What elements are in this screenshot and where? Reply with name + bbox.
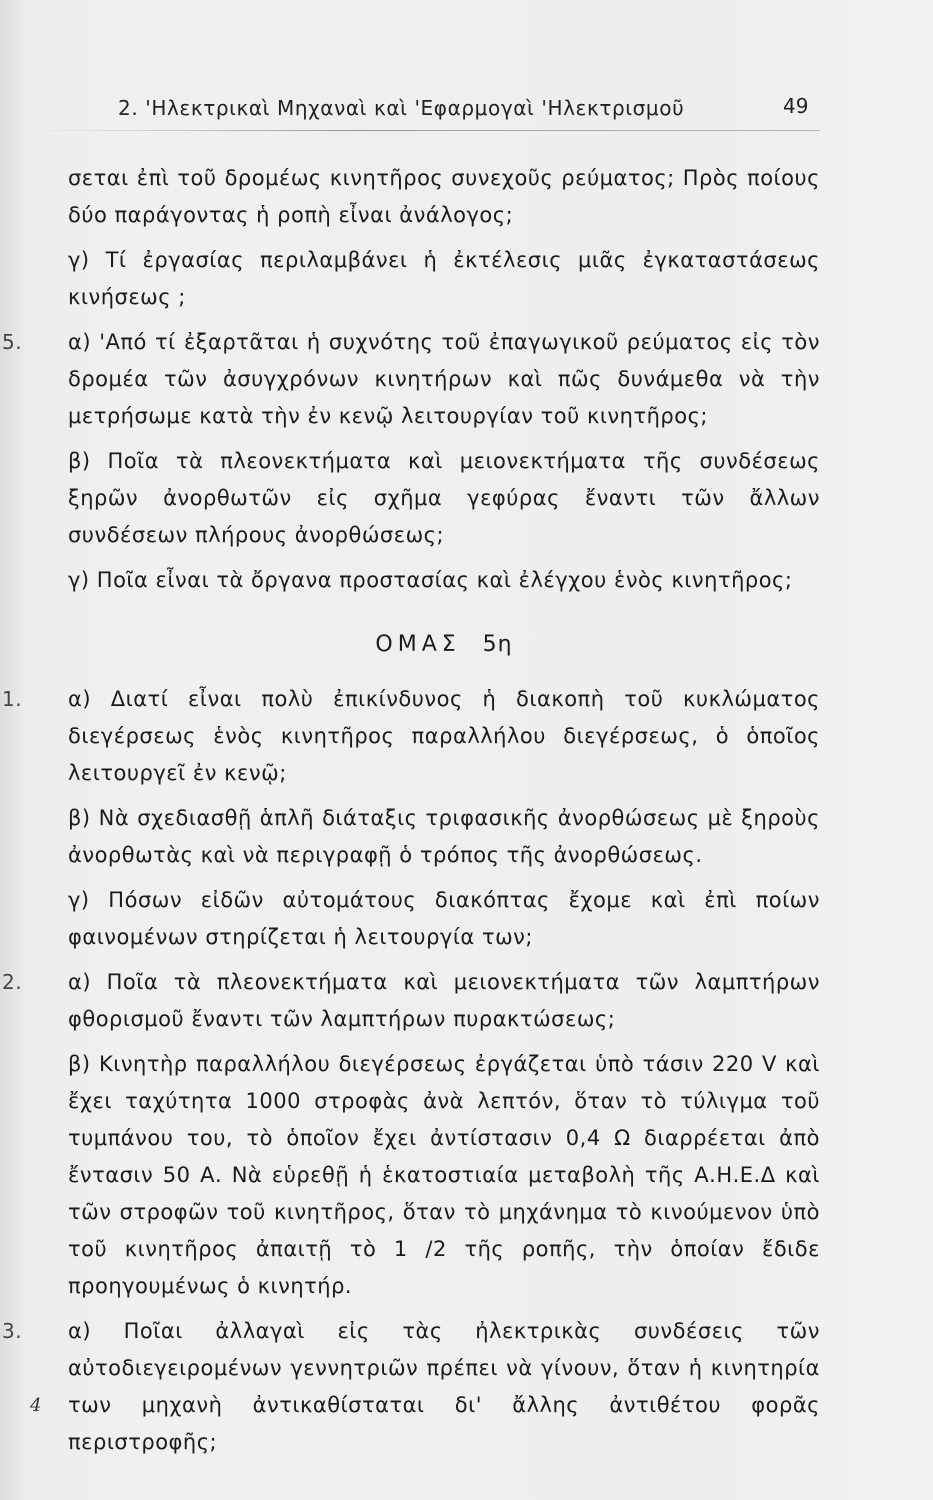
question-paragraph (68, 800, 820, 874)
paragraph-text: γ) Τί ἐργασίας περιλαμβάνει ἡ ἐκτέλεσις μιᾶς ἐγκαταστάσεως κινήσεως ; (68, 248, 820, 309)
question-number: 5. (2, 330, 23, 354)
section-number: 5η (482, 632, 513, 657)
paragraph-text: γ) Πόσων εἰδῶν αὐτομάτους διακόπτας ἔχομε καὶ ἐπὶ ποίων φαινομένων στηρίζεται ἡ λειτουργία των; (68, 888, 820, 949)
paragraph-text: β) Ποῖα τὰ πλεονεκτήματα καὶ μειονεκτήματα τῆς συνδέσεως ξηρῶν ἀνορθωτῶν εἰς σχῆμα γεφύρας ἔναντι τῶν ἄλλων συνδέσεων πλήρους ἀνορθώσεως; (68, 449, 820, 547)
question-paragraph (2, 324, 820, 435)
page-number: 49 (783, 94, 809, 118)
question-paragraph (68, 562, 820, 599)
question-paragraph (2, 1313, 820, 1461)
question-paragraph (68, 443, 820, 554)
question-number: 1. (2, 687, 23, 711)
section-title: ΟΜΑΣ (375, 632, 461, 657)
paragraph-text: α) Ποῖαι ἀλλαγαὶ εἰς τὰς ἠλεκτρικὰς συνδέσεις τῶν αὐτοδιεγειρομένων γεννητριῶν πρέπει νὰ γίνουν, ὅταν ἡ κινητηρία των μηχανὴ ἀντικαθίσταται δι' ἄλλης ἀντιθέτου φορᾶς περιστροφῆς; (68, 1319, 820, 1454)
question-number: 2. (2, 970, 23, 994)
paragraph-text: γ) Ποῖα εἶναι τὰ ὄργανα προστασίας καὶ ἐλέγχου ἑνὸς κινητῆρος; (68, 568, 793, 592)
question-paragraph (68, 242, 820, 316)
paragraph-text: β) Κινητὴρ παραλλήλου διεγέρσεως ἐργάζεται ὑπὸ τάσιν 220 V καὶ ἔχει ταχύτητα 1000 στροφὰς ἀνὰ λεπτόν, ὅταν τὸ τύλιγμα τοῦ τυμπάνου του, τὸ ὁποῖον ἔχει ἀντίστασιν 0,4 Ω διαρρέεται ἀπὸ ἔντασιν 50 Α. Νὰ εὑρεθῇ ἡ ἑκατοστιαία μεταβολὴ τῆς Α.Η.Ε.Δ καὶ τῶν στροφῶν τοῦ κινητῆρος, ὅταν τὸ μηχάνημα τὸ κινούμενον ὑπὸ τοῦ κινητῆρος ἀπαιτῇ τὸ 1 /2 τῆς ροπῆς, τὴν ὁποίαν ἔδιδε προηγουμένως ὁ κινητήρ. (68, 1052, 820, 1298)
paragraph-text: σεται ἐπὶ τοῦ δρομέως κινητῆρος συνεχοῦς ρεύματος; Πρὸς ποίους δύο παράγοντας ἡ ροπὴ εἶναι ἀνάλογος; (68, 166, 820, 227)
question-paragraph (68, 160, 820, 234)
running-head: 2. 'Ηλεκτρικαὶ Μηχαναὶ καὶ 'Εφαρμογαὶ 'Ηλεκτρισμοῦ (118, 96, 685, 120)
question-paragraph (2, 964, 820, 1038)
paragraph-text: α) Διατί εἶναι πολὺ ἐπικίνδυνος ἡ διακοπὴ τοῦ κυκλώματος διεγέρσεως ἑνὸς κινητῆρος παραλλήλου διεγέρσεως, ὁ ὁποῖος λειτουργεῖ ἐν κενῷ; (68, 687, 820, 785)
page-content (2, 160, 820, 1469)
signature-mark: 4 (30, 1395, 42, 1416)
paragraph-text: β) Νὰ σχεδιασθῇ ἁπλῆ διάταξις τριφασικῆς ἀνορθώσεως μὲ ξηροὺς ἀνορθωτὰς καὶ νὰ περιγραφῇ ὁ τρόπος τῆς ἀνορθώσεως. (68, 806, 820, 867)
section-heading (68, 627, 820, 663)
question-number: 3. (2, 1319, 23, 1343)
question-paragraph (68, 1046, 820, 1305)
paragraph-text: α) Ποῖα τὰ πλεονεκτήματα καὶ μειονεκτήματα τῶν λαμπτήρων φθορισμοῦ ἔναντι τῶν λαμπτήρων πυρακτώσεως; (68, 970, 820, 1031)
question-paragraph (2, 681, 820, 792)
header-rule (30, 130, 820, 131)
paragraph-text: α) 'Από τί ἐξαρτᾶται ἡ συχνότης τοῦ ἐπαγωγικοῦ ρεύματος εἰς τὸν δρομέα τῶν ἀσυγχρόνων κινητήρων καὶ πῶς δυνάμεθα νὰ τὴν μετρήσωμε κατὰ τὴν ἐν κενῷ λειτουργίαν τοῦ κινητῆρος; (68, 330, 820, 428)
question-paragraph (68, 882, 820, 956)
